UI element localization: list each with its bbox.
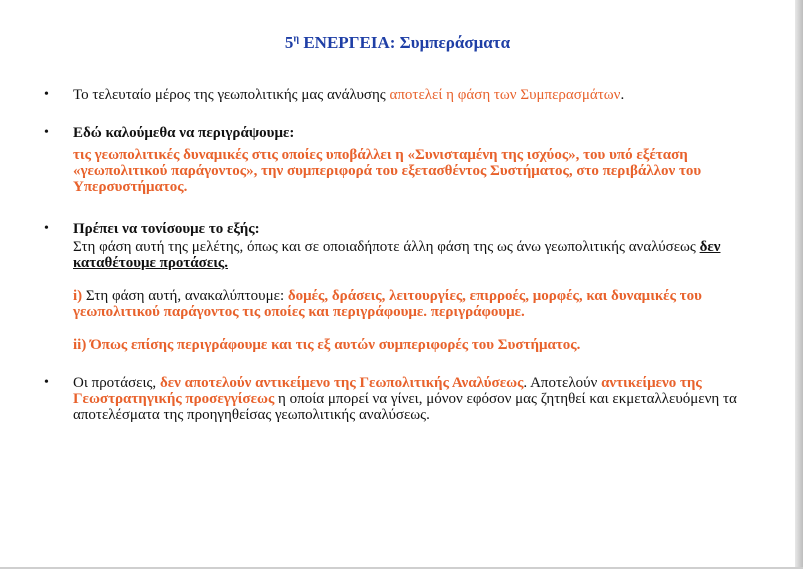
bullet-icon: • [44,375,49,390]
bullet-heading: Εδώ καλούμεθα να περιγράψουμε: [73,125,295,141]
bullet-icon: • [44,221,49,236]
subpoint-ii: ii) Όπως επίσης περιγράφουμε και τις εξ αυτών συμπεριφορές του Συστήματος. [73,337,581,353]
bullet-emphasis [44,221,764,271]
bullet-body: τις γεωπολιτικές δυναμικές στις οποίες υποβάλλει η «Συνισταμένη της ισχύος», του υπό εξέταση «γεωπολιτικού παράγοντος», την συμπεριφορά του εξετασθέντος Συστήματος, στο περιβάλλον του Υπερσυστήματος. [73,147,702,195]
slide-title: $5^\eta$ ΕΝΕΡΓΕΙΑ: Συμπεράσματα [284,33,511,52]
subpoint-i: i) Στη φάση αυτή, ανακαλύπτουμε: δομές, δράσεις, λειτουργίες, επιρροές, μορφές, και δυναμικές του γεωπολιτικού παράγοντος τις οποίες και περιγράφουμε. περιγράφουμε. [73,288,702,320]
bullet-text: Το τελευταίο μέρος της γεωπολιτικής μας ανάλυσης αποτελεί η φάση των Συμπερασμάτων. [73,87,625,103]
bullet-heading: Πρέπει να τονίσουμε το εξής: [73,221,260,237]
bullet-icon: • [44,87,49,102]
window-edge-right [795,0,803,569]
bullet-body: Στη φάση αυτή της μελέτης, όπως και σε οποιαδήποτε άλλη φάση της ως άνω γεωπολιτικής αναλύσεως δεν καταθέτουμε προτάσεις. [73,239,721,271]
bullet-proposals [44,375,764,423]
bullet-icon: • [44,125,49,140]
bullet-describe [44,125,764,195]
bullet-text: Οι προτάσεις, δεν αποτελούν αντικείμενο της Γεωπολιτικής Αναλύσεως. Αποτελούν αντικείμενο της Γεωστρατηγικής προσεγγίσεως η οποία μπορεί να γίνει, μόνον εφόσον μας ζητηθεί και εκμεταλλευόμενη τα αποτελέσματα της προηγηθείσας γεωπολιτικής αναλύσεως. [73,375,737,423]
slide-content [44,87,764,423]
bullet-conclusions-phase [44,87,764,103]
